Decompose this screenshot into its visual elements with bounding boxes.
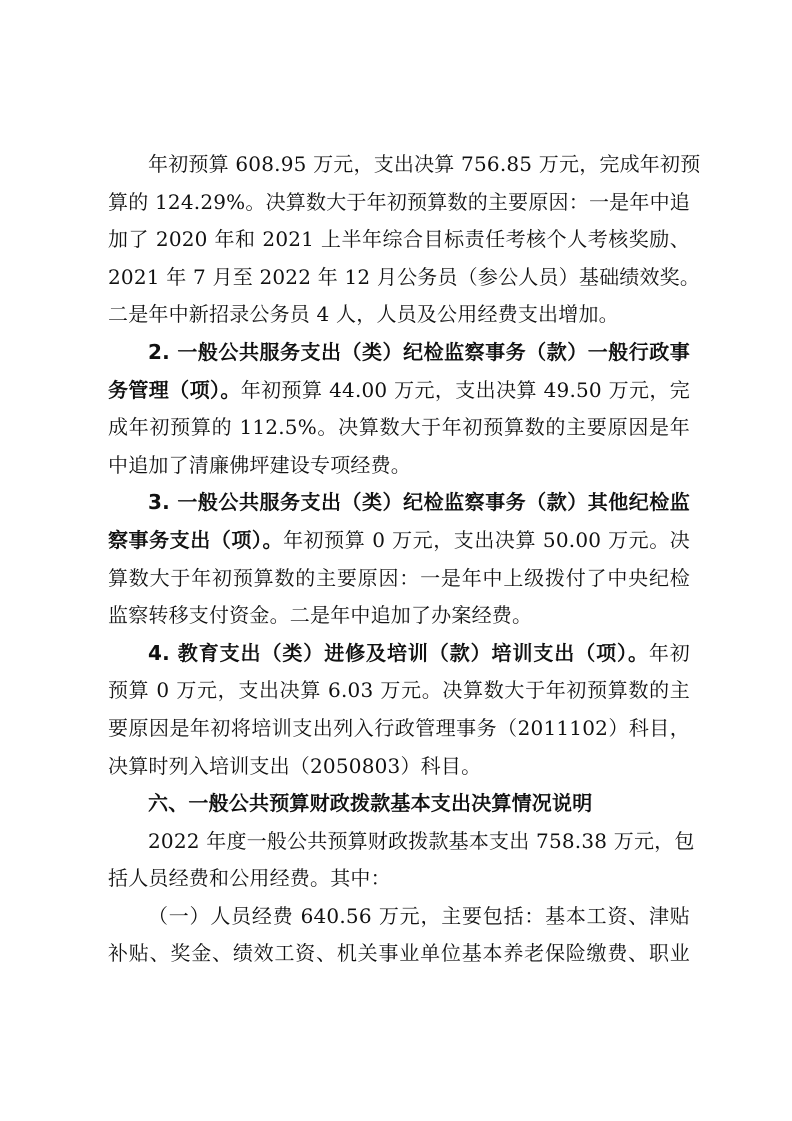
text-line: （一）人员经费 640.56 万元，主要包括：基本工资、津贴 xyxy=(148,903,690,928)
paragraph-item-2 xyxy=(108,334,690,484)
text-line xyxy=(108,635,690,673)
text-line: 要原因是年初将培训支出列入行政管理事务（2011102）科目， xyxy=(108,715,690,740)
item-title-line: 2. 一般公共服务支出（类）纪检监察事务（款）一般行政事 xyxy=(148,339,690,364)
item-text: 年初预算 0 万元，支出决算 50.00 万元。决 xyxy=(283,527,690,552)
text-line: 成年初预算的 112.5%。决算数大于年初预算数的主要原因是年 xyxy=(108,415,690,440)
text-line: 二是年中新招录公务员 4 人，人员及公用经费支出增加。 xyxy=(108,302,619,327)
text-line: 中追加了清廉佛坪建设专项经费。 xyxy=(108,452,411,477)
paragraph-personnel-expense xyxy=(108,898,690,973)
document-page xyxy=(108,146,701,973)
paragraph-basic-expense-summary xyxy=(108,823,695,898)
text-line: 2021 年 7 月至 2022 年 12 月公务员（参公人员）基础绩效奖。 xyxy=(108,264,701,289)
text-line: 监察转移支付资金。二是年中追加了办案经费。 xyxy=(108,603,533,628)
text-line xyxy=(108,522,690,560)
text-line: 补贴、奖金、绩效工资、机关事业单位基本养老保险缴费、职业 xyxy=(108,941,690,966)
paragraph-personnel-expense-reason xyxy=(108,146,701,334)
section-heading: 六、一般公共预算财政拨款基本支出决算情况说明 xyxy=(148,791,593,816)
item-title-line: 3. 一般公共服务支出（类）纪检监察事务（款）其他纪检监 xyxy=(148,490,690,515)
item-title: 4. 教育支出（类）进修及培训（款）培训支出（项）。 xyxy=(148,640,649,665)
paragraph-item-4 xyxy=(108,635,690,785)
item-title-end: 务管理（项）。 xyxy=(108,377,241,402)
text-line: 加了 2020 年和 2021 上半年综合目标责任考核个人考核奖励、 xyxy=(108,227,690,252)
item-text: 年初预算 44.00 万元，支出决算 49.50 万元，完 xyxy=(240,377,690,402)
text-line: 年初预算 608.95 万元，支出决算 756.85 万元，完成年初预 xyxy=(148,152,701,176)
text-line: 预算 0 万元，支出决算 6.03 万元。决算数大于年初预算数的主 xyxy=(108,678,690,703)
text-line: 决算时列入培训支出（2050803）科目。 xyxy=(108,753,482,778)
text-line: 括人员经费和公用经费。其中： xyxy=(108,866,391,891)
text-line xyxy=(108,372,690,410)
text-line: 算的 124.29%。决算数大于年初预算数的主要原因：一是年中追 xyxy=(108,189,690,214)
text-line: 2022 年度一般公共预算财政拨款基本支出 758.38 万元，包 xyxy=(148,828,695,853)
text-line: 算数大于年初预算数的主要原因：一是年中上级拨付了中央纪检 xyxy=(108,565,690,590)
item-text: 年初 xyxy=(648,640,690,665)
paragraph-item-3 xyxy=(108,484,690,634)
item-title-end: 察事务支出（项）。 xyxy=(108,527,284,552)
